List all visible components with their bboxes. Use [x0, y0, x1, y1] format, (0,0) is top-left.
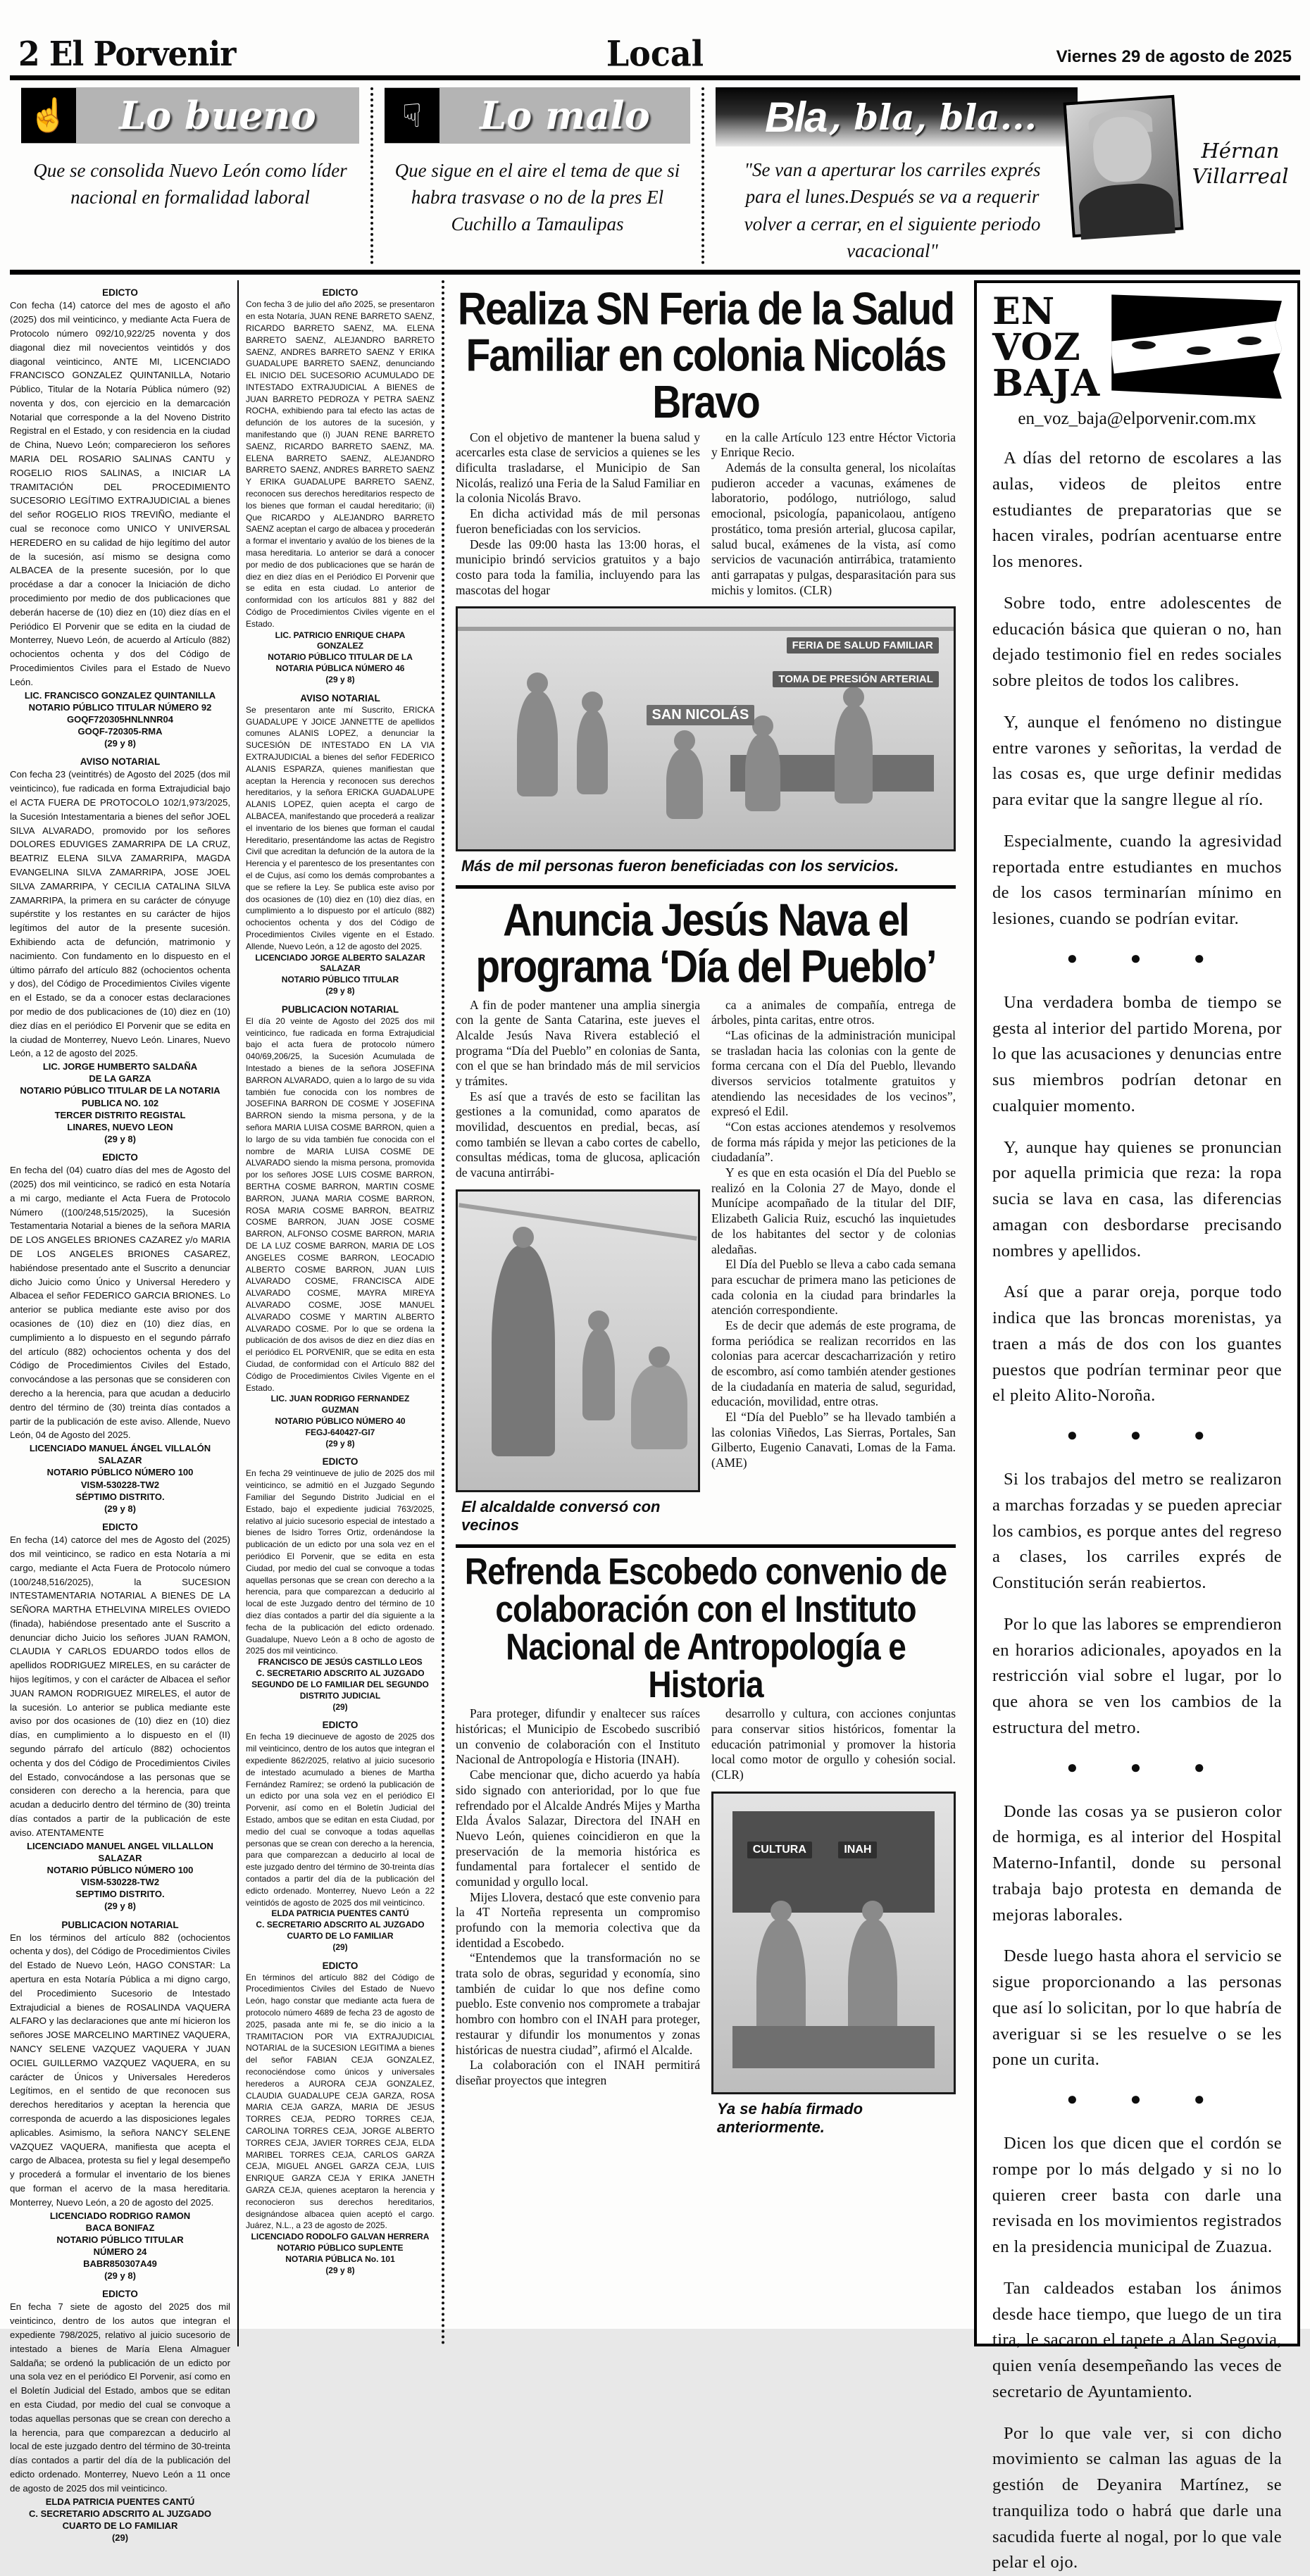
voz-baja-paragraph: Y, aunque hay quienes se pronuncian por aquella primicia que reza: la ropa sucia se lava en casa, las diferencias amagan con desbordarse precisando nombres y apellidos. — [992, 1137, 1282, 1261]
person-silhouette — [835, 705, 873, 804]
legal-notice-heading: EDICTO — [102, 2289, 138, 2300]
legal-signature-line: (29 y 8) — [325, 2265, 355, 2275]
voz-baja-paragraph: Especialmente, cuando la agresividad reportada entre estudiantes en muchos de los casos terminarían mínimo en lesiones, cuando se podrían evitar. — [992, 831, 1282, 929]
legal-signature-line: LIC. PATRICIO ENRIQUE CHAPA — [275, 630, 406, 640]
voz-baja-paragraph: Por lo que las labores se emprendieron en horarios adicionales, apoyados en la restricción vial sobre el lugar, por lo que ahora se ven los cambios de la estructura del metro. — [992, 1614, 1282, 1737]
voz-baja-paragraph-group — [992, 446, 1282, 932]
legal-notice-signature — [10, 1442, 230, 1515]
legal-signature-line: VISM-530228-TW2 — [80, 1479, 160, 1490]
legal-notice — [246, 1961, 435, 2277]
voz-baja-paragraph: Donde las cosas ya se pusieron color de hormiga, es al interior del Hospital Materno-Infantil, donde su personal trabaja bajo protesta en demanda de mejoras laborales. — [992, 1801, 1282, 1925]
article-text-column — [711, 430, 956, 599]
article-paragraph: en la calle Artículo 123 entre Héctor Victoria y Enrique Recio. — [711, 430, 956, 460]
legal-signature-line: LIC. FRANCISCO GONZALEZ QUINTANILLA — [24, 689, 216, 701]
legal-notice-body: En fecha 7 siete de agosto del 2025 dos mil veinticinco, dentro de los autos que integran el expediente 798/2025, relativo al juicio sucesorio de intestado a bienes de María Elena Almaguer Saldaña; se ordenó la publicación de un edicto por una sola vez en el periódico El Porvenir, así como en el Boletín Judicial del Estado, ambos que se editan en esta Ciudad, por medio del cual se convoque a todas aquellas personas que se crean con derecho a la herencia, para que comparezcan a deducirlo al local de este juzgado dentro del término de 30-treinta días contados a partir del día de la publicación del edicto ordenado. Monterrey, Nuevo León a 11 once de agosto de 2025 dos mil veinticinco. — [10, 2301, 230, 2494]
legal-signature-line: LICENCIADO RODOLFO GALVAN HERRERA — [251, 2232, 430, 2242]
article-paragraph: El “Día del Pueblo” se ha llevado también a las colonias Viñedos, Las Sierras, Portales, San Gilberto, Eugenio Canavati, Lomas de la Fama. (AME) — [711, 1410, 956, 1470]
article-paragraph: “Con estas acciones atendemos y resolvemos de forma más rápida y mejor las peticiones de la ciudadanía”. — [711, 1120, 956, 1165]
person-silhouette — [577, 710, 608, 794]
legal-signature-line: BABR850307A49 — [83, 2258, 157, 2270]
person-silhouette — [745, 734, 780, 811]
article-dia-del-pueblo — [456, 894, 956, 1548]
article-headline: Anuncia Jesús Nava el programa ‘Día del Pueblo’ — [475, 894, 936, 993]
person-silhouette — [582, 1329, 615, 1420]
legal-notice-body: En los términos del artículo 882 (ochocientos ochenta y dos), del Código de Procedimientos Civiles del Estado de Nuevo León, HAGO CONSTAR: La apertura en esta Notaría Pública a mi digno cargo, del Procedimiento Sucesorio de Intestado Extrajudicial a bienes de ROSALINDA VAQUERA ALFARO y las declaraciones que ante mí hicieron los señores JOSE MARCELINO MARTINEZ VAQUERA, NANCY SELENE VAZQUEZ VAQUERA Y JUAN OCIEL GUILLERMO VAZQUEZ VAQUERA, en su carácter de Únicos y Universales Herederos Legítimos, en el sentido de que reconocen sus derechos hereditarios y aceptan la herencia que corresponda de acuerdo a las disposiciones legales aplicables. Asimismo, la señora NANCY SELENE VAZQUEZ VAQUERA, manifiesta que acepta el cargo de Albacea, protesta su fiel y legal desempeño y procederá a formular el inventario de los bienes que forman el acervo de la masa hereditaria. Monterrey, Nuevo León, a 20 de agosto del 2025. — [10, 1932, 230, 2208]
legal-notice-body: En fecha 19 diecinueve de agosto de 2025 dos mil veinticinco, dentro de los autos que integran el expediente 862/2025, relativo al juicio sucesorio de intestado acumulado a bienes de Martha Fernández Ramírez; se ordenó la publicación de un edicto por una sola vez en el periódico El Porvenir, así como en el Boletín Judicial del Estado, ambos que se editan en esta Ciudad, por medio del cual se convoque a todas aquellas personas que se crean con derecho a la herencia, para que comparezcan a deducirlo al local de este juzgado dentro del término de 30-treinta días contados a partir del día de la publicación del edicto ordenado. Monterrey, Nuevo León a 22 veintidós de agosto de 2025 dos mil veinticinco. — [246, 1732, 435, 1908]
article-paragraph: Desde las 09:00 hasta las 13:00 horas, el municipio brindó servicios gratuitos y a bajo costo para toda la familia, incluyendo para las mascotas del hogar — [456, 537, 700, 597]
legal-notice-heading: EDICTO — [322, 1720, 358, 1731]
legal-notice-signature — [246, 1394, 435, 1449]
voz-baja-paragraph: Desde luego hasta ahora el servicio se sigue proporcionando a las personas que así lo solicitan, por lo que habría de averiguar si se les resuelve o se les pone un curita. — [992, 1946, 1282, 2070]
legal-signature-line: (29 y 8) — [325, 985, 355, 996]
voz-baja-paragraph-group — [992, 990, 1282, 1409]
section-dots-divider: ● ● ● — [1066, 2089, 1229, 2110]
legal-signature-line: (29 y 8) — [104, 1134, 136, 1145]
main-content — [0, 275, 1310, 2572]
legal-notice-body: En fecha 29 veintinueve de julio de 2025 dos mil veinticinco, se admitió en el Juzgado Segundo Familiar del Segundo Distrito Judicial en el Estado, bajo el expediente judicial 763/2025, relativo al juicio sucesorio especial de intestado a bienes de Isidro Torres Ortiz, ordenándose la publicación de un edicto por una sola vez en el periódico El Porvenir, que se edita en esta Ciudad, por medio del cual se convoque a todas aquellas personas que se crean con derecho a la herencia, para que comparezcan a deducirlo al local de este Juzgado dentro del término de 10 diez días contados a partir del día siguiente a la fecha de la publicación del edicto ordenado. Guadalupe, Nuevo León a 8 ocho de agosto de 2025 dos mil veinticinco. — [246, 1468, 435, 1656]
legal-notice-signature — [10, 2210, 230, 2282]
legal-signature-line: NOTARIO PÚBLICO TITULAR DE LA NOTARIA PUBLICA NO. 102 — [20, 1085, 220, 1108]
legal-signature-line: GOQF-720305-RMA — [77, 726, 163, 737]
legal-notice — [246, 1456, 435, 1713]
health-fair-photo — [456, 606, 956, 851]
legal-notice-body: El día 20 veinte de Agosto del 2025 dos mil veinticinco, fue radicada en forma Extrajudicial bajo el acta fuera de protocolo número 040/69,206/25, la Sucesión Acumulada de Intestado a bienes de la señora JOSEFINA BARRON ALVARADO, quien a lo largo de su vida también fue conocida con los nombres de JOSEFINA BARRON DE COSME Y JOSEFINA BARRON siendo la misma persona, y de la señora MARIA LUISA COSME BARRON, quien a lo largo de su vida también fue conocida con el nombre de MARIA LUISA COSME DE ALVARADO siendo la misma persona, promovida por los señores JOSE LUIS COSME BARRON, BERTHA COSME BARRON, MARTIN COSME BARRON, JUANA MARIA COSME BARRON, ROSA MARIA COSME BARRON, BEATRIZ COSME BARRON, JUAN JOSE COSME BARRON, ALFONSO COSME BARRON, MARIA DE LA LUZ COSME BARRON, MARIA DE LOS ANGELES COSME BARRON, LEOCADIO ALBERTO COSME BARRON, JUAN LUIS ALVARADO COSME, FRANCISCA AIDE ALVARADO COSME, MAYRA MIREYA ALVARADO COSME, JOSE MANUEL ALVARADO COSME Y MARTIN ALBERTO ALVARADO COSME. Por lo que se ordena la publicación de dos avisos de diez en diez días en el periódico EL PORVENIR, que se edita en esta Ciudad, de conformidad con el Artículo 882 del Código de Procedimientos Civiles Vigente en el Estado. — [246, 1015, 435, 1393]
voz-baja-title-line: BAJA — [992, 362, 1101, 406]
legal-signature-line: SÉPTIMO DISTRITO. — [75, 1491, 165, 1502]
legal-signature-line: NOTARIO PÚBLICO TITULAR DE LA — [268, 652, 413, 663]
legal-notice-signature — [246, 630, 435, 686]
voz-baja-title-line: VOZ — [992, 326, 1081, 370]
photo-banner-label: SAN NICOLÁS — [647, 705, 755, 725]
legal-notice-heading: EDICTO — [102, 287, 138, 299]
legal-signature-line: NOTARIO PÚBLICO TITULAR — [56, 2234, 184, 2245]
legal-notice-heading: PUBLICACION NOTARIAL — [281, 1003, 399, 1015]
legal-signature-line: (29 y 8) — [104, 1503, 136, 1514]
legal-notice-heading: EDICTO — [102, 1152, 138, 1163]
legal-signature-line: LIC. JORGE HUMBERTO SALDAÑA — [42, 1061, 198, 1073]
legal-notice — [246, 287, 435, 685]
legal-notice-heading: AVISO NOTARIAL — [80, 756, 161, 768]
voz-baja-title-line: EN — [992, 290, 1056, 334]
legal-notice-signature — [10, 1840, 230, 1913]
voz-baja-paragraph: Y, aunque el fenómeno no distingue entre varones y señoritas, la verdad de las cosas es, que urge definir medidas para evitar que la sangre llegue al río. — [992, 712, 1282, 810]
legal-signature-line: C. SECRETARIO ADSCRITO AL JUZGADO — [256, 1920, 425, 1930]
legal-signature-line: ELDA PATRICIA PUENTES CANTÚ — [45, 2496, 195, 2507]
legal-notice-signature — [10, 689, 230, 750]
article-paragraph: Es así que a través de esto se facilitan las gestiones a la comunidad, como aparatos de movilidad, descuentos en predial, becas, así como también se llevan a cabo cortes de cabello, consultas médicas, toma de glucosa, aplicación de vacuna antirrábi- — [456, 1089, 700, 1180]
legal-signature-line: NOTARIO PÚBLICO NÚMERO 40 — [275, 1415, 406, 1426]
legal-signature-line: C. SECRETARIO ADSCRITO AL JUZGADO — [28, 2508, 212, 2519]
article-paragraph: Cabe mencionar que, dicho acuerdo ya había sido signado con anterioridad, por lo que fue refrendado por el Alcalde Andrés Mijes y Martha Elda Ávalos Salazar, Directora del INAH en Nuevo León, quienes coincidieron en que la preservación de la memoria histórica es fundamental para fortalecer el sentido de comunidad y orgullo local. — [456, 1768, 700, 1889]
article-text-column — [711, 998, 956, 1534]
legal-signature-line: LICENCIADO MANUEL ANGEL VILLALLON — [27, 1840, 213, 1851]
en-voz-baja-column — [974, 280, 1300, 2572]
legal-signature-line: (29) — [332, 1942, 348, 1952]
legal-signature-line: NOTARIO PÚBLICO NÚMERO 100 — [46, 1864, 194, 1875]
legal-notice-body: Con fecha (14) catorce del mes de agosto el año (2025) dos mil veinticinco, y mediante Acta Fuera de Protocolo número 092/10,922/25 noventa y dos diagonal diez mil novecientos veintidós y dos diagonal veinticinco, ANTE MI, LICENCIADO FRANCISCO GONZALEZ QUINTANILLA, Notario Público, Titular de la Notaría Pública número (92) noventa y dos, con ejercicio en la demarcación Notarial que corresponde a la del Noveno Distrito Registral en el Estado, y con residencia en la ciudad de China, Nuevo León; comparecieron los señores MARIA DEL ROSARIO SALINAS CANTU y ROGELIO RIOS SALINAS, a INICIAR LA TRAMITACIÓN DEL PROCEDIMIENTO SUCESORIO LEGÍTIMO EXTRAJUDICIAL a bienes del señor ROGELIO RIOS TREVIÑO, mediante el cual se reconoce como UNICO Y UNIVERSAL HEREDERO en su calidad de hijo legítimo del autor de la sucesión, así mismo se designa como ALBACEA de la presente sucesión, por lo que procédase a dar a conocer la Iniciación de dicho procedimiento por medio de dos publicaciones que deberán hacerse de (10) diez en (10) diez días en el Periódico El Porvenir que se edita en la ciudad de Monterrey, Nuevo León, de acuerdo al Artículo (882) ochocientos ochenta y dos del Código de Procedimientos Civiles para el Estado de Nuevo León. — [10, 300, 230, 687]
voz-baja-paragraph: A días del retorno de escolares a las aulas, videos de pleitos entre estudiantes de preparatorias que se hacen virales, podrían acentuarse entre los menores. — [992, 449, 1282, 572]
article-paragraph: “Las oficinas de la administración municipal se trasladan hacia las colonias con la gente de forma cercana con el Día del Pueblo, llevando diversos servicios totalmente gratuitos y atendiendo las necesidades de los vecinos”, expresó el Edil. — [711, 1027, 956, 1119]
top-content-rule — [10, 270, 1300, 275]
article-paragraph: La colaboración con el INAH permitirá diseñar proyectos que integren — [456, 2058, 700, 2087]
voz-baja-paragraph: Dicen los que dicen que el cordón se rompe por lo más delgado y si no lo quieren creer basta con darle una revisada en los movimientos registrados en la presidencia municipal de Zuazua. — [992, 2134, 1282, 2257]
signing-ceremony-photo — [711, 1792, 956, 2094]
lo-bueno-title: Lo bueno — [119, 93, 316, 138]
article-paragraph: Además de la consulta general, los nicolaítas pudieron acceder a vacunas, exámenes de laboratorio, podólogo, nutriólogo, salud emocional, psicología, papanicolaou, antígeno prostático, toma presión arterial, glucosa capilar, salud bucal, exámenes de la vista, así como servicios de vacunación antirrábica, tratamiento anti garrapatas y pulgas, desparasitación para sus michis y lomitos. (CLR) — [711, 461, 956, 597]
section-dots-divider: ● ● ● — [1066, 1756, 1229, 1777]
portrait-torso-shape — [1078, 181, 1175, 239]
article-text-column — [711, 1706, 956, 2136]
voz-baja-paragraph: Por lo que vale ver, si con dicho movimiento se calman las aguas de la gestión de Deyanira Martínez, se tranquiliza todo o habrá que darle una sacudida fuerte al nogal, por lo que vale pelar el ojo. — [992, 2423, 1282, 2572]
lo-malo-text: Que sigue en el aire el tema de que si habra trasvase o no de la pres El Cuchillo a Tamaulipas — [394, 160, 680, 235]
tent-shape — [458, 627, 954, 631]
legal-notice — [10, 756, 230, 1145]
legal-signature-line: (29) — [332, 1701, 348, 1712]
photo-banner-label: CULTURA — [747, 1842, 812, 1858]
legal-signature-line: NÚMERO 24 — [93, 2246, 147, 2257]
article-divider-rule — [456, 1544, 956, 1548]
legal-signature-line: NOTARIA PÚBLICA NÚMERO 46 — [275, 663, 405, 674]
legal-signature-line: (29 y 8) — [104, 2270, 136, 2282]
legal-notice-body: En fecha del (04) cuatro días del mes de Agosto del (2025) dos mil veinticinco, se radicó en esta Notaría a mi cargo, mediante el Acta Fuera de Protocolo Número ((100/248,515/2025), la Sucesión Testamentaria Notarial a bienes de la señora MARIA DE LOS ANGELES BRIONES CAZAREZ y/o MARIA DE LOS ANGELES BRIONES CASAREZ, habiéndose presentado ante el Suscrito a denunciar dicho Juicio como Único y Universal Heredero y Albacea el señor FEDERICO GARCIA BRIONES. Lo anterior se publica mediante este aviso por dos ocasiones de (10) diez en (10) diez días, en cumplimiento a lo dispuesto en el segundo párrafo del artículo (882) ochocientos ochenta y dos del Código de Procedimientos Civiles del Estado, convocándose a las personas que se consideren con derecho a la herencia, para que acudan a deducirlo dentro del término de (30) treinta días contados a partir de la publicación de este aviso. Allende, Nuevo León, 04 de Agosto del 2025. — [10, 1165, 230, 1441]
legal-signature-line: CUARTO DE LO FAMILIAR — [287, 1930, 394, 1941]
tent-shape — [458, 1203, 697, 1240]
promo-row — [0, 80, 1310, 270]
masthead-date: Viernes 29 de agosto de 2025 — [1056, 47, 1292, 66]
lo-malo-banner — [385, 87, 690, 144]
legal-signature-line: SALAZAR — [98, 1455, 142, 1466]
legal-signature-line: NOTARIO PÚBLICO NÚMERO 100 — [46, 1467, 194, 1478]
lo-malo-box — [370, 87, 701, 264]
legal-signature-line: GONZALEZ — [317, 641, 363, 651]
photo-caption: El alcaldalde conversó con vecinos — [461, 1497, 661, 1534]
backdrop-shape — [732, 1811, 934, 1913]
article-paragraph: A fin de poder mantener una amplia sinergia con la gente de Santa Catarina, este jueves el Alcalde Jesús Nava Rivera estableció el programa “Día del Pueblo” en colonias de Santa, con el que se han brindado más de mil servicios y trámites. — [456, 997, 700, 1088]
photo-banner-label: INAH — [838, 1842, 877, 1858]
legal-signature-line: NOTARIO PÚBLICO SUPLENTE — [277, 2242, 404, 2253]
articles-column — [444, 280, 967, 2346]
article-photo-figure — [711, 1792, 956, 2137]
mayor-silhouette — [492, 1245, 555, 1456]
legal-signature-line: SEGUNDO DE LO FAMILIAR DEL SEGUNDO — [251, 1679, 429, 1689]
legal-signature-line: DE LA GARZA — [89, 1073, 151, 1084]
photo-caption: Más de mil personas fueron beneficiadas con los servicios. — [461, 857, 899, 875]
legal-signature-line: FRANCISCO DE JESÚS CASTILLO LEOS — [258, 1657, 423, 1668]
legal-signature-line: VISM-530228-TW2 — [80, 1877, 160, 1888]
legal-signature-line: (29) — [111, 2532, 129, 2544]
bla-bla-bla-box — [701, 87, 1300, 264]
legal-notice — [246, 1720, 435, 1953]
voz-baja-paragraph-group — [992, 1467, 1282, 1742]
legal-notice-heading: EDICTO — [322, 1960, 358, 1971]
photo-caption: Ya se había firmado anteriormente. — [717, 2099, 863, 2136]
bla-title-rest: , bla, bla... — [829, 96, 1037, 138]
voz-baja-paragraph: Así que a parar oreja, porque todo indica que las broncas morenistas, ya traen a más de dos con los guantes puestos que podrían terminar peor que el pleito Alito-Noroña. — [992, 1282, 1282, 1406]
legal-notice-body: Con fecha 23 (veintitrés) de Agosto del 2025 (dos mil veinticinco), fue radicada en forma Extrajudicial bajo el ACTA FUERA DE PROTOCOLO 102/1,973/2025, la Sucesión Intestamentaria a bienes del señor JOEL SILVA ALVARADO, promovido por los señores DOLORES EDUVIGES ZAMARRIPA DE LA CRUZ, BEATRIZ ELENA SILVA ZAMARRIPA, MAGDA EVANGELINA SILVA ZAMARRIPA, JOSE JOEL SILVA ZAMARRIPA, Y CECILIA CATALINA SILVA ZAMARRIPA, la primera en su carácter de cónyuge supérstite y los restantes en su carácter de hijos legítimos del autor de la presente sucesión. Exhibiendo acta de defunción, matrimonio y nacimiento. Con fundamento en lo dispuesto en el último párrafo del artículo 882 (ochocientos ochenta y dos), del Código de Procedimientos Civiles vigente en el Estado, se da a conocer estas declaraciones por medio de dos publicaciones de (10) diez en (10) diez días en el periódico El Porvenir que se edita en la ciudad de Monterrey, Nuevo León. Linares, Nuevo León, a 12 de agosto del 2025. — [10, 769, 230, 1059]
voz-baja-paragraph: Sobre todo, entre adolescentes de educación básica que quieran o no, han dejado testimonio fiel en redes sociales sobre pleitos de todos los calibres. — [992, 593, 1282, 691]
lo-bueno-banner — [21, 87, 359, 144]
bla-author-name: Hérnan Villarreal — [1192, 139, 1289, 189]
legal-signature-line: NOTARIA PÚBLICA No. 101 — [285, 2253, 395, 2264]
bla-title-bold: Bla — [765, 93, 827, 141]
legal-notice-heading: EDICTO — [102, 1522, 138, 1533]
legal-signature-line: SEPTIMO DISTRITO. — [75, 1889, 165, 1900]
voz-baja-artwork — [1111, 294, 1282, 399]
paragraph-group — [456, 998, 700, 1181]
legal-notice — [10, 287, 230, 749]
article-paragraph: El Día del Pueblo se lleva a cabo cada semana para escuchar de primera mano las peticiones de cada colonia en la ciudad para brindarles la atención correspondiente. — [711, 1257, 956, 1318]
legal-notice — [246, 1004, 435, 1450]
legal-notice-body: En fecha (14) catorce del mes de Agosto del (2025) dos mil veinticinco, se radico en esta Notaría a mi cargo, mediante el Acta Fuera de Protocolo número (100/248,516/2025), la SUCESION INTESTAMENTARIA NOTARIAL A BIENES DE LA SEÑORA MARTHA ETHELVINA MIRELES OVIEDO (finada), habiéndose presentado ante el Suscrito a denunciar dicho Juicio los señores JUAN RAMON, CLAUDIA Y CARLOS EDUARDO todos ellos de apellidos RODRIGUEZ MIRELES, en su carácter de hijos legítimos, y con el carácter de Albacea el señor JUAN RAMON RODRIGUEZ MIRELES, el autor de la sucesión. Lo anterior se publica mediante este aviso por dos ocasiones de (10) diez en (10) diez días, en cumplimiento a lo dispuesto en el (II) segundo párrafo del artículo (882) ochocientos ochenta y dos del Código de Procedimientos Civiles del Estado, convocándose a las personas que se consideren con derecho a la herencia, para que acudan a deducirlo dentro del término de (30) treinta días contados a partir de la publicación de este aviso. ATENTAMENTE — [10, 1534, 230, 1838]
legal-signature-line: GOQF720305HNLNNR04 — [67, 713, 173, 725]
photo-banner-label: TOMA DE PRESIÓN ARTERIAL — [773, 671, 938, 687]
voz-baja-header — [992, 290, 1282, 406]
article-photo-figure — [456, 606, 956, 875]
masthead-rule — [10, 75, 1300, 80]
article-paragraph: Con el objetivo de mantener la buena salud y acercarles esta clase de servicios a quienes se les dificulta trasladarse, el Municipio de San Nicolás, realizó una Feria de la Salud Familiar en la colonia Nicolás Bravo. — [456, 430, 700, 506]
section-dots-divider: ● ● ● — [1066, 1425, 1229, 1446]
article-paragraph: ca a animales de compañía, entrega de árboles, pinta caritas, entre otros. — [711, 997, 956, 1027]
legal-notice-heading: PUBLICACION NOTARIAL — [61, 1919, 179, 1930]
paragraph-group — [711, 1706, 956, 1782]
legal-signature-line: (29 y 8) — [325, 1438, 355, 1449]
legal-notice-heading: EDICTO — [322, 1456, 358, 1468]
article-text-column — [456, 998, 700, 1534]
lo-bueno-text: Que se consolida Nuevo León como líder nacional en formalidad laboral — [33, 160, 347, 208]
legal-signature-line: (29 y 8) — [104, 1901, 136, 1912]
legal-signature-line: NOTARIO PÚBLICO TITULAR — [281, 975, 399, 985]
legal-signature-line: TERCER DISTRITO REGISTAL — [54, 1109, 186, 1120]
legal-notice-body: En términos del artículo 882 del Código de Procedimientos Civiles del Estado de Nuevo León, hago constar que mediante acta fuera de protocolo número 4689 de fecha 23 de agosto de 2025, pasada ante mi fe, se dio inicio a la TRAMITACION POR VIA EXTRAJUDICIAL NOTARIAL de la SUCESION LEGITIMA a bienes del señor FABIAN CEJA GONZALEZ, reconociéndose como únicos y universales herederos a AURORA CEJA GONZALEZ, CLAUDIA GUADALUPE CEJA GARZA, ROSA MARIA CEJA GARZA, MARIA DE JESUS TORRES CEJA, PEDRO TORRES CEJA, CAROLINA TORRES CEJA, JORGE ALBERTO TORRES CEJA, JAVIER TORRES CEJA, ELDA MARIBEL TORRES CEJA, CARLOS GARZA CEJA, MIGUEL ANGEL GARZA CEJA, LUIS ENRIQUE GARZA CEJA Y ERIKA JANETH GARZA CEJA, quienes aceptaron la herencia y reconocieron sus derechos hereditarios, designándose albacea quien aceptó el cargo. Juárez, N.L., a 23 de agosto de 2025. — [246, 1972, 435, 2231]
lo-malo-title: Lo malo — [480, 93, 650, 138]
section-dots-divider: ● ● ● — [1066, 947, 1229, 968]
legal-signature-line: SALAZAR — [320, 963, 361, 974]
legal-signature-line: SALAZAR — [98, 1852, 142, 1863]
article-photo-figure — [456, 1189, 700, 1534]
article-feria-salud — [456, 283, 956, 889]
voz-baja-paragraph: Tan caldeados estaban los ánimos desde hace tiempo, que luego de un tira tira, le sacaron el tapete a Alan Segovia, quien venía desempeñando las veces de secretario de Ayuntamiento. — [992, 2278, 1282, 2401]
table-shape — [732, 2026, 934, 2068]
article-headline: Refrenda Escobedo convenio de colaboración con el Instituto Nacional de Antropología e Historia — [464, 1550, 947, 1705]
voz-baja-email: en_voz_baja@elporvenir.com.mx — [1018, 409, 1256, 429]
legal-notice-body: Se presentaron ante mí Suscrito, ERICKA GUADALUPE Y JOICE JANNETTE de apellidos comunes ALANIS LOPEZ, a denunciar la SUCESIÓN DE INTESTADO EN LA VIA EXTRAJUDICIAL a bienes del señor FEDERICO ALANIS ESPARZA, quienes manifiestan que aceptan la Herencia y reconocen sus derechos hereditarios, y la señora ERICKA GUADALUPE ALANIS LOPEZ, quien acepta el cargo de ALBACEA, manifestando que procederá a realizar el inventario de los bienes que forman el caudal Hereditario, presentándome las actas de Registro Civil que acreditan la defunción de la autora de la Herencia y el parentesco de los presentantes con el de Cujus, así como los demás comprobantes a que se refiere la Ley. Se publica este aviso por dos ocasiones de (10) diez en (10) diez días, en cumplimiento a lo dispuesto por el artículo (882) ochocientos ochenta y dos del Código de Procedimientos Civiles vigente en el Estado. Allende, Nuevo León, a 12 de agosto del 2025. — [246, 704, 435, 951]
legal-notices-column-1 — [10, 280, 239, 2544]
legal-signature-line: GUZMAN — [321, 1405, 359, 1415]
voz-baja-paragraph: Una verdadera bomba de tiempo se gesta al interior del partido Morena, por lo que las acusaciones y denuncias entre sus miembros podrían detonar en cualquier momento. — [992, 992, 1282, 1115]
article-paragraph: Para proteger, difundir y enaltecer sus raíces históricas; el Municipio de Escobedo suscribió un convenio de colaboración con el Instituto Nacional de Antropología e Historia (INAH). — [456, 1706, 700, 1767]
legal-notice-signature — [10, 1061, 230, 1145]
article-paragraph: Es de decir que además de este programa, de forma periódica se realizan recorridos en las colonias para acercar descacharrización y retiro de escombro, así como también atender gestiones de la ciudadanía en materia de salud, seguridad, educación, movilidad, entre otras. — [711, 1318, 956, 1409]
voz-baja-paragraph-group — [992, 1799, 1282, 2074]
legal-signature-line: (29 y 8) — [325, 674, 355, 684]
legal-notice-signature — [10, 2496, 230, 2544]
legal-signature-line: BACA BONIFAZ — [85, 2222, 155, 2233]
article-paragraph: En dicha actividad más de mil personas fueron beneficiadas con los servicios. — [456, 506, 700, 536]
legal-signature-line: LICENCIADO JORGE ALBERTO SALAZAR — [255, 952, 425, 963]
bla-author-photo — [1063, 95, 1183, 238]
person-silhouette — [666, 749, 703, 819]
article-convenio-inah — [456, 1550, 956, 2137]
legal-signature-line: LIC. JUAN RODRIGO FERNANDEZ — [270, 1394, 410, 1404]
legal-notice — [10, 1522, 230, 1912]
thumbs-down-icon: ☟ — [385, 88, 439, 143]
article-paragraph: desarrollo y cultura, con acciones conjuntas para conservar sitios históricos, fomentar la educación patrimonial y promover la historia local como motor de orgullo y cohesión social.(CLR) — [711, 1706, 956, 1782]
legal-signature-line: C. SECRETARIO ADSCRITO AL JUZGADO — [256, 1668, 425, 1679]
voz-baja-paragraph: Si los trabajos del metro se realizaron a marchas forzadas y se pueden apreciar los cambios, es porque antes del regreso a clases, los carriles exprés de Constitución serán reabiertos. — [992, 1470, 1282, 1593]
article-divider-rule — [456, 885, 956, 889]
legal-signature-line: LICENCIADO MANUEL ÁNGEL VILLALÓN — [29, 1443, 211, 1454]
legal-notice-signature — [246, 1908, 435, 1953]
legal-notice-signature — [246, 953, 435, 997]
lo-bueno-box — [10, 87, 370, 264]
mayor-visit-photo — [456, 1189, 700, 1492]
photo-banner-label: FERIA DE SALUD FAMILIAR — [787, 637, 939, 654]
legal-signature-line: (29 y 8) — [104, 738, 136, 749]
legal-signature-line: LICENCIADO RODRIGO RAMON — [49, 2210, 191, 2221]
article-paragraph: Y es que en esta ocasión el Día del Pueblo se realizó en la Colonia 27 de Mayo, donde el Munícipe acompañado de la titular del DIF, Elizabeth Galicia Ruiz, escuchó las inquietudes de los habitantes del sector y de colonias aledañas. — [711, 1165, 956, 1256]
legal-notice-heading: AVISO NOTARIAL — [300, 692, 380, 704]
legal-signature-line: NOTARIO PÚBLICO TITULAR NÚMERO 92 — [28, 701, 212, 713]
legal-notice — [10, 1920, 230, 2282]
article-paragraph: Mijes Llovera, destacó que este convenio para la 4T Norteña representa un compromiso profundo con la memoria colectiva que da identidad a Escobedo. — [456, 1889, 700, 1950]
article-text-column — [456, 430, 700, 599]
article-headline: Realiza SN Feria de la Salud Familiar en colonia Nicolás Bravo — [457, 283, 954, 429]
legal-signature-line: ELDA PATRICIA PUENTES CANTÚ — [271, 1908, 409, 1919]
legal-signature-line: FEGJ-640427-GI7 — [305, 1427, 375, 1437]
legal-notice — [10, 1152, 230, 1515]
section-title: Local — [606, 32, 704, 75]
voz-baja-paragraph-group — [992, 2131, 1282, 2576]
legal-signature-line: CUARTO DE LO FAMILIAR — [62, 2520, 178, 2531]
legal-signature-line: DISTRITO JUDICIAL — [299, 1690, 381, 1701]
thumbs-up-icon: ☝ — [21, 88, 76, 143]
masthead — [0, 0, 1310, 73]
legal-notices-column-2 — [239, 280, 444, 2346]
legal-notice — [246, 693, 435, 997]
legal-notice-body: Con fecha 3 de julio del año 2025, se presentaron en esta Notaría, JUAN RENE BARRETO SAENZ, RICARDO BARRETO SAENZ, MA. ELENA BARRETO SAENZ, ALEJANDRO BARRETO SAENZ, ANDRES BARRETO SAENZ Y ERIKA GUADALUPE BARRETO SAENZ, denunciando EL INICIO DEL SUCESORIO ACUMULADO DE INTESTADO EXTRAJUDICIAL A BIENES de JUAN BARRETO PEDROZA Y PETRA SAENZ ROCHA, exhibiendo para tal efecto las actas de defunción de los autores de la sucesión, y manifestando que (i) JUAN RENE BARRETO SAENZ, RICARDO BARRETO SAENZ, MA. ELENA BARRETO SAENZ, ALEJANDRO BARRETO SAENZ, ANDRES BARRETO SAENZ Y ERIKA GUADALUPE BARRETO SAENZ, reconocen sus derechos hereditarios respecto de los bienes que forman el caudal hereditario; (ii) Que RICARDO y ALEJANDRO BARRETO SAENZ aceptan el cargo de albacea y procederán a formar el inventario y avalúo de los bienes de la masa hereditaria. Lo anterior se dará a conocer por medio de dos publicaciones que se harán de diez en diez días en el Periódico El Porvenir que se edita en esta ciudad. Lo anterior de conformidad con los artículos 881 y 882 del Código de Procedimientos Civiles vigente en el Estado. — [246, 299, 435, 629]
article-paragraph: “Entendemos que la transformación no se trata solo de obras, seguridad y economía, sino también de cuidar lo que nos define como pueblo. Este convenio nos compromete a trabajar hombro con hombro con el INAH para proteger, restaurar y difundir los monumentos y zonas históricas de nuestra ciudad”, afirmó el Alcalde. — [456, 1951, 700, 2057]
masthead-title: 2 El Porvenir — [18, 35, 236, 75]
person-silhouette — [631, 1365, 687, 1449]
legal-notice — [10, 2289, 230, 2544]
bla-banner — [716, 87, 1078, 146]
article-text-column — [456, 1706, 700, 2136]
legal-notice-heading: EDICTO — [322, 287, 358, 299]
bla-quote: "Se van a aperturar los carriles exprés para el lunes.Después se va a requerir volver a cerrar, en el siguiente periodo vacacional" — [744, 159, 1041, 261]
person-silhouette — [517, 691, 558, 796]
voz-baja-title — [992, 290, 1101, 406]
legal-notice-signature — [246, 1657, 435, 1713]
legal-signature-line: LINARES, NUEVO LEON — [67, 1121, 173, 1132]
legal-notice-signature — [246, 2232, 435, 2276]
